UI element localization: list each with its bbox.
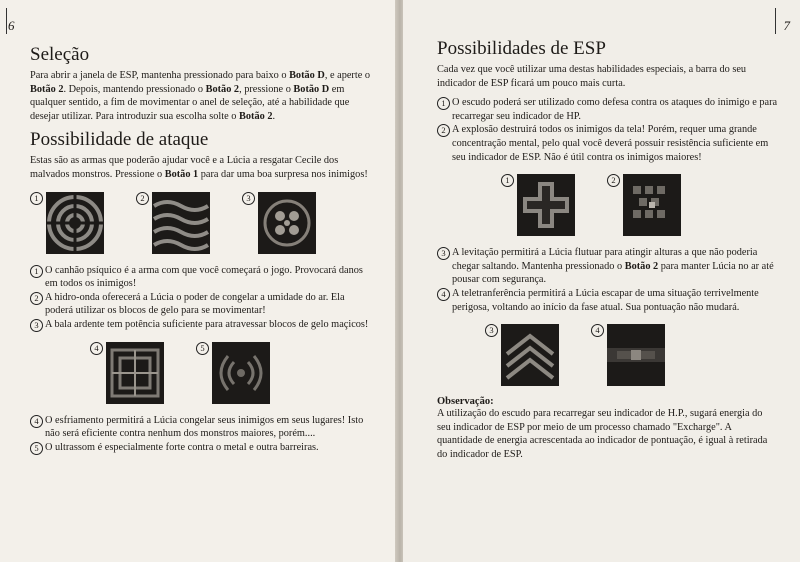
attack-item-1: 1 O canhão psíquico é a arma com que você começará o jogo. Provocará danos em todos os inimigos! — [30, 264, 373, 291]
heading-esp: Possibilidades de ESP — [437, 38, 606, 59]
esp-list-1 — [437, 96, 778, 164]
attack-list-2 — [30, 414, 373, 455]
esp-icons-row-1 — [501, 174, 778, 238]
freeze-icon: 4 — [90, 342, 168, 406]
ultrasound-icon: 5 — [196, 342, 274, 406]
page-number-left: 6 — [8, 18, 15, 33]
heading-ataque: Possibilidade de ataque — [30, 129, 209, 151]
explosion-icon: 2 — [607, 174, 685, 238]
esp-list-2 — [437, 246, 778, 314]
shield-icon: 1 — [501, 174, 579, 238]
observation-text: A utilização do escudo para recarregar seu indicador de H.P., sugará energia do seu indicador de ESP por meio de um processo chamado "Excharge". A quantidade de energia acrescentada ao indicador de pontuação, é igual à retirada do indicador de ESP. — [437, 408, 768, 460]
esp-paragraph: Cada vez que você utilizar uma destas habilidades especiais, a barra do seu indicador de ESP ficará um pouco mais curta. — [437, 64, 747, 89]
attack-item-3: 3 A bala ardente tem potência suficiente para atravessar blocos de gelo maçicos! — [30, 318, 373, 332]
observation-title: Observação: — [437, 396, 494, 408]
burning-bullet-icon: 3 — [242, 192, 320, 256]
levitation-icon: 3 — [485, 324, 563, 388]
teleport-icon: 4 — [591, 324, 669, 388]
left-page — [0, 0, 397, 562]
attack-icons-row-2 — [90, 342, 373, 406]
esp-item-4: 4 A teletranferência permitirá a Lúcia escapar de uma situação terrivelmente perigosa, voltando ao início da fase atual. Sua pontuação não mudará. — [437, 287, 778, 314]
esp-item-3: 3 A levitação permitirá a Lúcia flutuar para atingir alturas a que não poderia chegar saltando. Mantenha pressionado o Botão 2 para manter Lúcia no ar até pousar com segurança. — [437, 246, 778, 287]
ataque-paragraph: Estas são as armas que poderão ajudar você e a Lúcia a resgatar Cecile dos malvados monstros. Pressione o Botão 1 para dar uma boa surpresa nos inimigos! — [30, 155, 368, 180]
heading-selecao: Seleção — [30, 44, 90, 65]
attack-item-5: 5 O ultrassom é especialmente forte contra o metal e outra barreiras. — [30, 441, 373, 455]
esp-item-1: 1 O escudo poderá ser utilizado como defesa contra os ataques do inimigo e para recarregar seu indicador de HP. — [437, 96, 778, 123]
attack-list-1 — [30, 264, 373, 332]
esp-icons-row-2 — [485, 324, 778, 388]
attack-item-2: 2 A hidro-onda oferecerá a Lúcia o poder de congelar a umidade do ar. Ela poderá utilizar os blocos de gelo para se movimentar! — [30, 291, 373, 318]
page-corner-line — [6, 8, 7, 34]
esp-item-2: 2 A explosão destruirá todos os inimigos da tela! Porém, requer uma grande concentração mental, pelo qual você deverá possuir resistência suficiente em seu indicador de ESP. Não é útil contra os inimigos maiores! — [437, 123, 778, 164]
selecao-paragraph: Para abrir a janela de ESP, mantenha pressionado para baixo o Botão D, e aperte o Botão 2. Depois, mantendo pressionado o Botão 2, pressione o Botão D em qualquer sentido, a fim de movimentar o anel de seleção, até a habilidade que desejar utilizar. Para introduzir sua escolha solte o Botão 2. — [30, 70, 370, 122]
psychic-cannon-icon: 1 — [30, 192, 108, 256]
page-number-right: 7 — [783, 18, 790, 33]
attack-item-4: 4 O esfriamento permitirá a Lúcia congelar seus inimigos em seus lugares! Isto não será eficiente contra nenhum dos monstros maiores, porém.... — [30, 414, 373, 441]
right-page — [403, 0, 800, 562]
hydro-wave-icon: 2 — [136, 192, 214, 256]
attack-icons-row-1 — [30, 192, 373, 256]
page-corner-line — [775, 8, 776, 34]
